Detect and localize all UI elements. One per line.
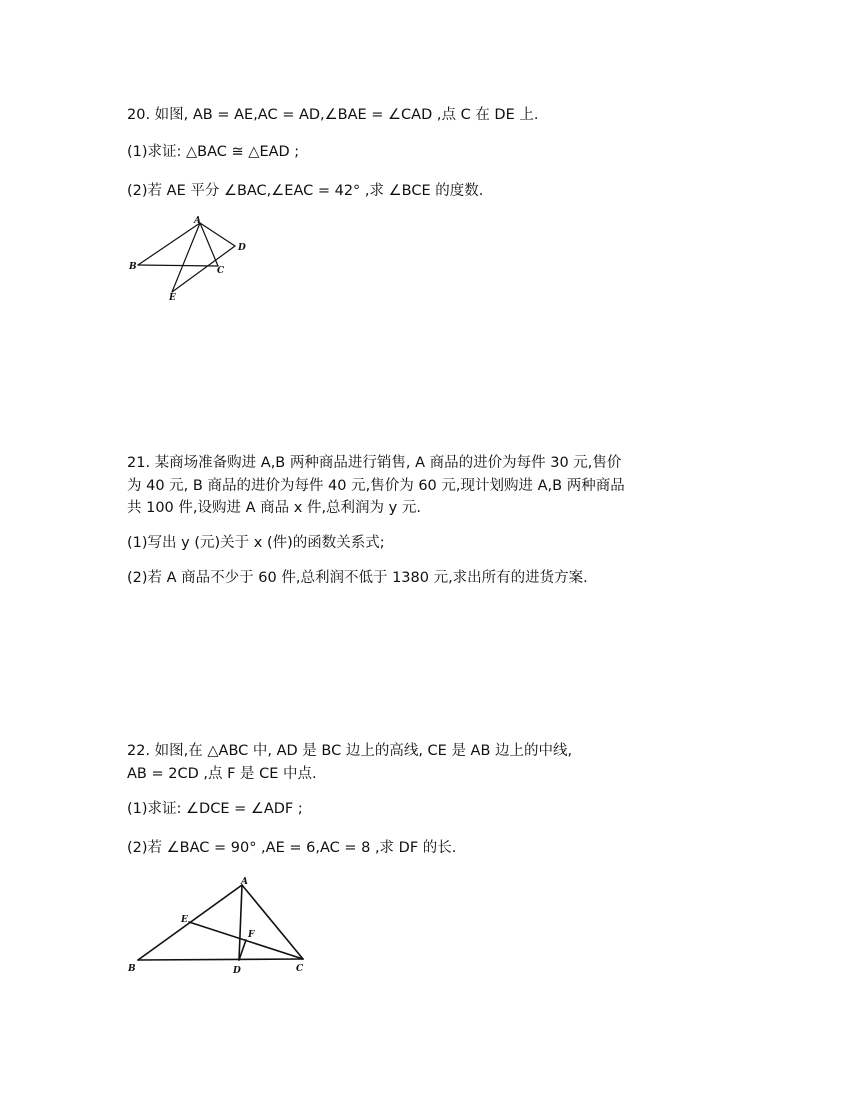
problem-20-part-1: (1)求证: △BAC ≅ △EAD ;: [127, 144, 300, 160]
problem-22-line-1: 22. 如图,在 △ABC 中, AD 是 BC 边上的高线, CE 是 AB 边上的中线,: [127, 743, 573, 759]
label-c: C: [217, 266, 225, 276]
label-b: B: [129, 262, 137, 272]
problem-21-part-1: (1)写出 y (元)关于 x (件)的函数关系式;: [127, 535, 385, 551]
label-a: A: [194, 216, 201, 226]
label-d: D: [233, 966, 241, 976]
problem-20-figure: [125, 215, 255, 305]
label-a: A: [241, 877, 248, 887]
problem-20-statement: 20. 如图, AB = AE,AC = AD,∠BAE = ∠CAD ,点 C 在 DE 上.: [127, 107, 539, 123]
problem-22-figure: [125, 870, 325, 980]
problem-21-line-1: 21. 某商场准备购进 A,B 两种商品进行销售, A 商品的进价为每件 30 元,售价: [127, 455, 622, 471]
label-c: C: [296, 964, 304, 974]
label-b: B: [128, 964, 136, 974]
label-d: D: [238, 243, 246, 253]
segment-bc: [138, 959, 303, 960]
problem-21-line-3: 共 100 件,设购进 A 商品 x 件,总利润为 y 元.: [127, 500, 421, 516]
problem-22-part-2: (2)若 ∠BAC = 90° ,AE = 6,AC = 8 ,求 DF 的长.: [127, 840, 457, 856]
problem-21-line-2: 为 40 元, B 商品的进价为每件 40 元,售价为 60 元,现计划购进 A,B 两种商品: [127, 478, 625, 494]
label-e: E: [169, 293, 176, 303]
label-e: E: [181, 915, 188, 925]
problem-21-part-2: (2)若 A 商品不少于 60 件,总利润不低于 1380 元,求出所有的进货方案.: [127, 570, 588, 586]
segment-ac: [242, 885, 303, 959]
segment-bc: [138, 265, 218, 266]
problem-22-line-2: AB = 2CD ,点 F 是 CE 中点.: [127, 766, 317, 782]
segment-ad: [239, 885, 242, 960]
problem-22-part-1: (1)求证: ∠DCE = ∠ADF ;: [127, 801, 303, 817]
problem-20-part-2: (2)若 AE 平分 ∠BAC,∠EAC = 42° ,求 ∠BCE 的度数.: [127, 183, 484, 199]
segment-ab: [138, 223, 200, 265]
label-f: F: [248, 930, 255, 940]
